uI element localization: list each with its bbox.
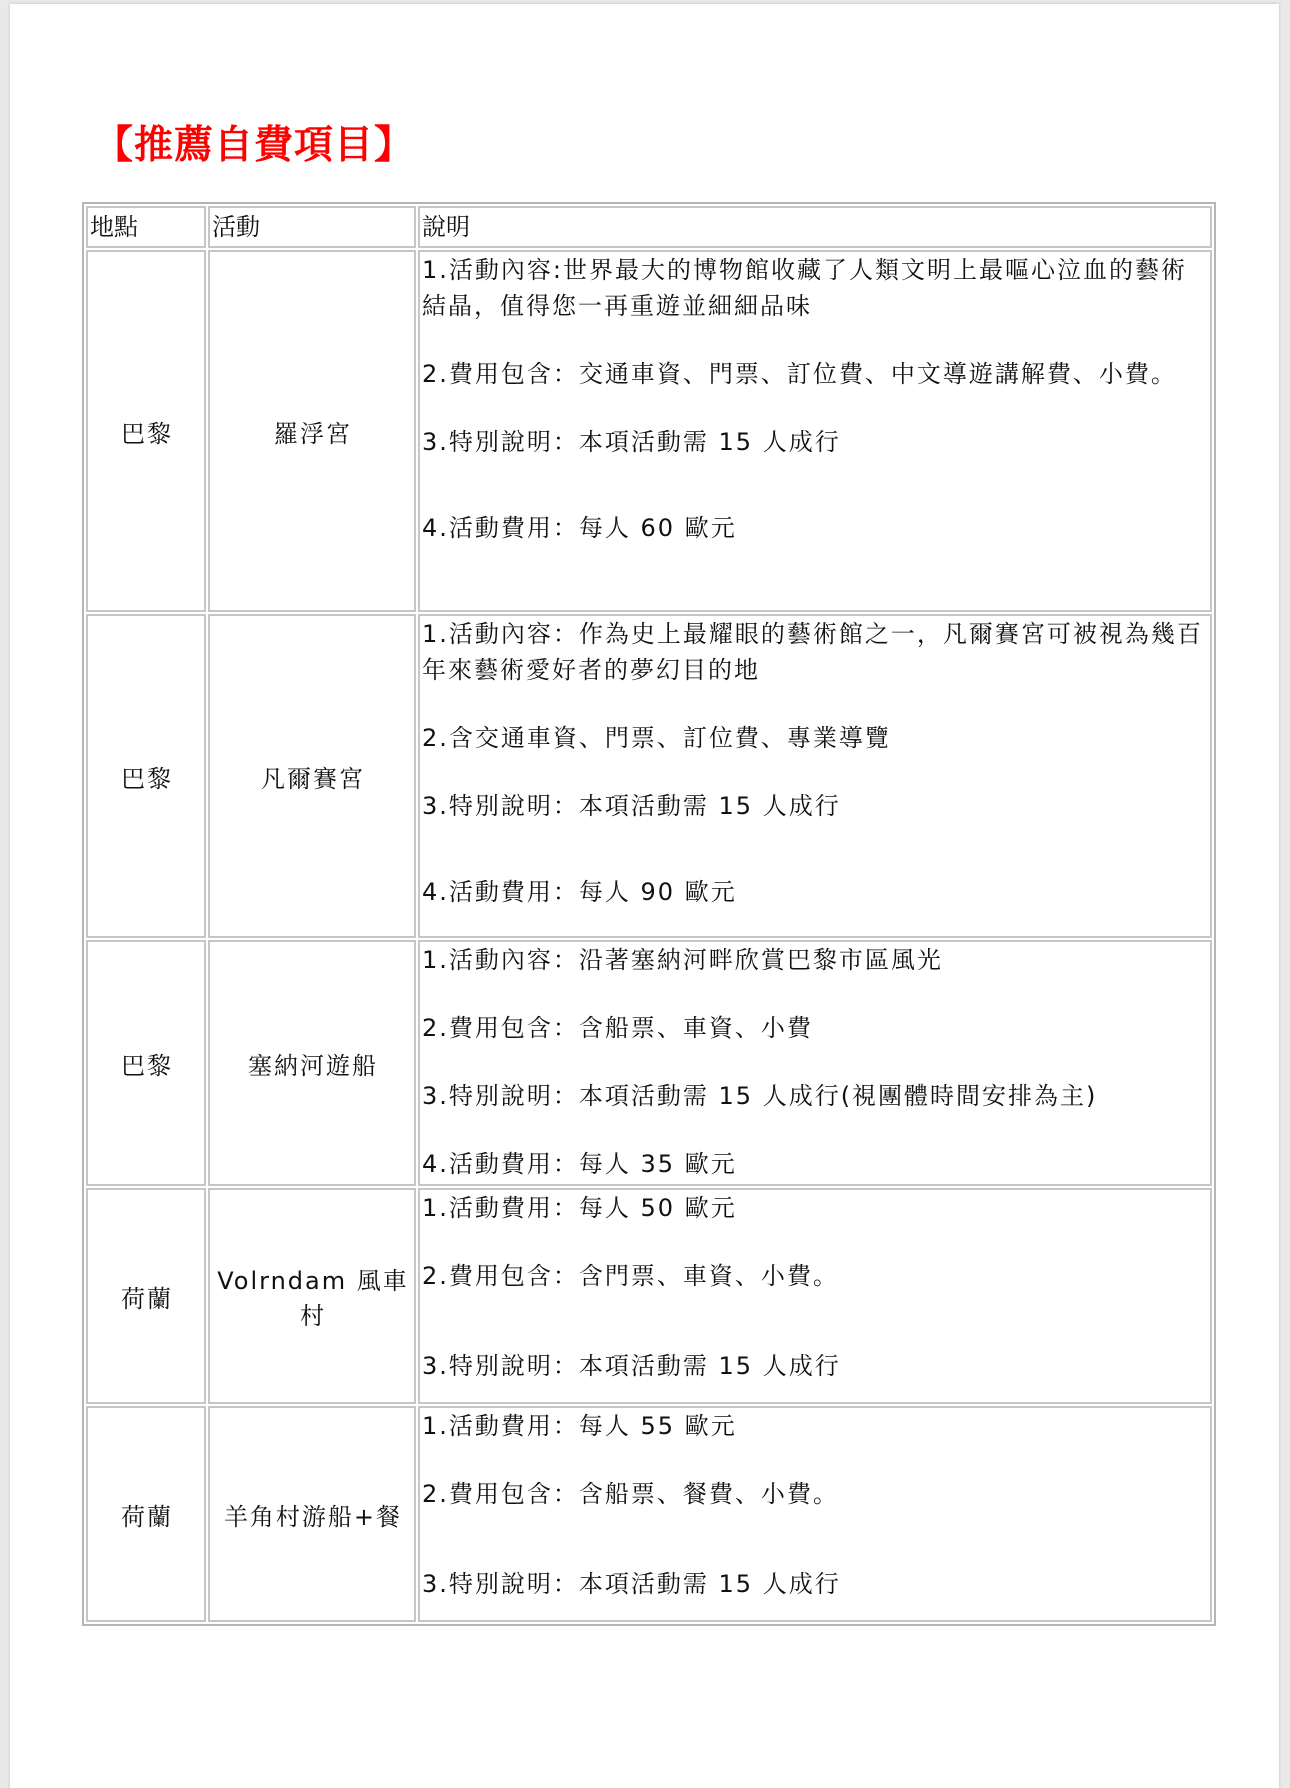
description-line: 3.特別說明：本項活動需 15 人成行 (422, 1352, 841, 1380)
table-row-giethoorn (86, 1406, 1212, 1622)
description-line: 1.活動費用：每人 55 歐元 (422, 1412, 737, 1440)
description-line: 3.特別說明：本項活動需 15 人成行 (422, 428, 841, 456)
description-line: 4.活動費用：每人 60 歐元 (422, 514, 737, 542)
description-line: 1.活動內容:世界最大的博物館收藏了人類文明上最嘔心泣血的藝術結晶，值得您一再重遊並細細品味 (422, 256, 1187, 320)
cell-description (418, 1188, 1212, 1404)
cell-location: 荷蘭 (86, 1188, 206, 1404)
cell-description (418, 1406, 1212, 1622)
description-line: 4.活動費用：每人 90 歐元 (422, 878, 737, 906)
description-line: 2.含交通車資、門票、訂位費、專業導覽 (422, 724, 891, 752)
header-location: 地點 (86, 206, 206, 248)
table-header-row (86, 206, 1212, 248)
optional-tours-table (82, 202, 1216, 1626)
cell-description (418, 940, 1212, 1186)
description-line: 2.費用包含：含船票、車資、小費 (422, 1014, 813, 1042)
description-line: 2.費用包含：含門票、車資、小費。 (422, 1262, 839, 1290)
description-line: 3.特別說明：本項活動需 15 人成行 (422, 792, 841, 820)
description-line: 1.活動內容：沿著塞納河畔欣賞巴黎市區風光 (422, 946, 943, 974)
table-row-volendam (86, 1188, 1212, 1404)
header-activity: 活動 (208, 206, 416, 248)
table-row-versailles (86, 614, 1212, 938)
cell-location: 荷蘭 (86, 1406, 206, 1622)
cell-activity: 羅浮宮 (208, 250, 416, 612)
cell-activity: Volrndam 風車村 (208, 1188, 416, 1404)
description-line: 1.活動內容：作為史上最耀眼的藝術館之一，凡爾賽宮可被視為幾百年來藝術愛好者的夢幻目的地 (422, 620, 1203, 684)
description-line: 2.費用包含：交通車資、門票、訂位費、中文導遊講解費、小費。 (422, 360, 1177, 388)
cell-location: 巴黎 (86, 940, 206, 1186)
cell-location: 巴黎 (86, 614, 206, 938)
cell-activity: 凡爾賽宮 (208, 614, 416, 938)
description-line: 1.活動費用：每人 50 歐元 (422, 1194, 737, 1222)
table-row-seine-cruise (86, 940, 1212, 1186)
description-line: 2.費用包含：含船票、餐費、小費。 (422, 1480, 839, 1508)
document-page (10, 4, 1279, 1788)
page-title: 【推薦自費項目】 (94, 123, 415, 168)
description-line: 3.特別說明：本項活動需 15 人成行 (422, 1570, 841, 1598)
cell-activity: 羊角村游船+餐 (208, 1406, 416, 1622)
cell-description (418, 250, 1212, 612)
table-row-louvre (86, 250, 1212, 612)
cell-location: 巴黎 (86, 250, 206, 612)
header-description: 說明 (418, 206, 1212, 248)
description-line: 3.特別說明：本項活動需 15 人成行(視團體時間安排為主) (422, 1082, 1098, 1110)
cell-activity: 塞納河遊船 (208, 940, 416, 1186)
cell-description (418, 614, 1212, 938)
description-line: 4.活動費用：每人 35 歐元 (422, 1150, 737, 1178)
